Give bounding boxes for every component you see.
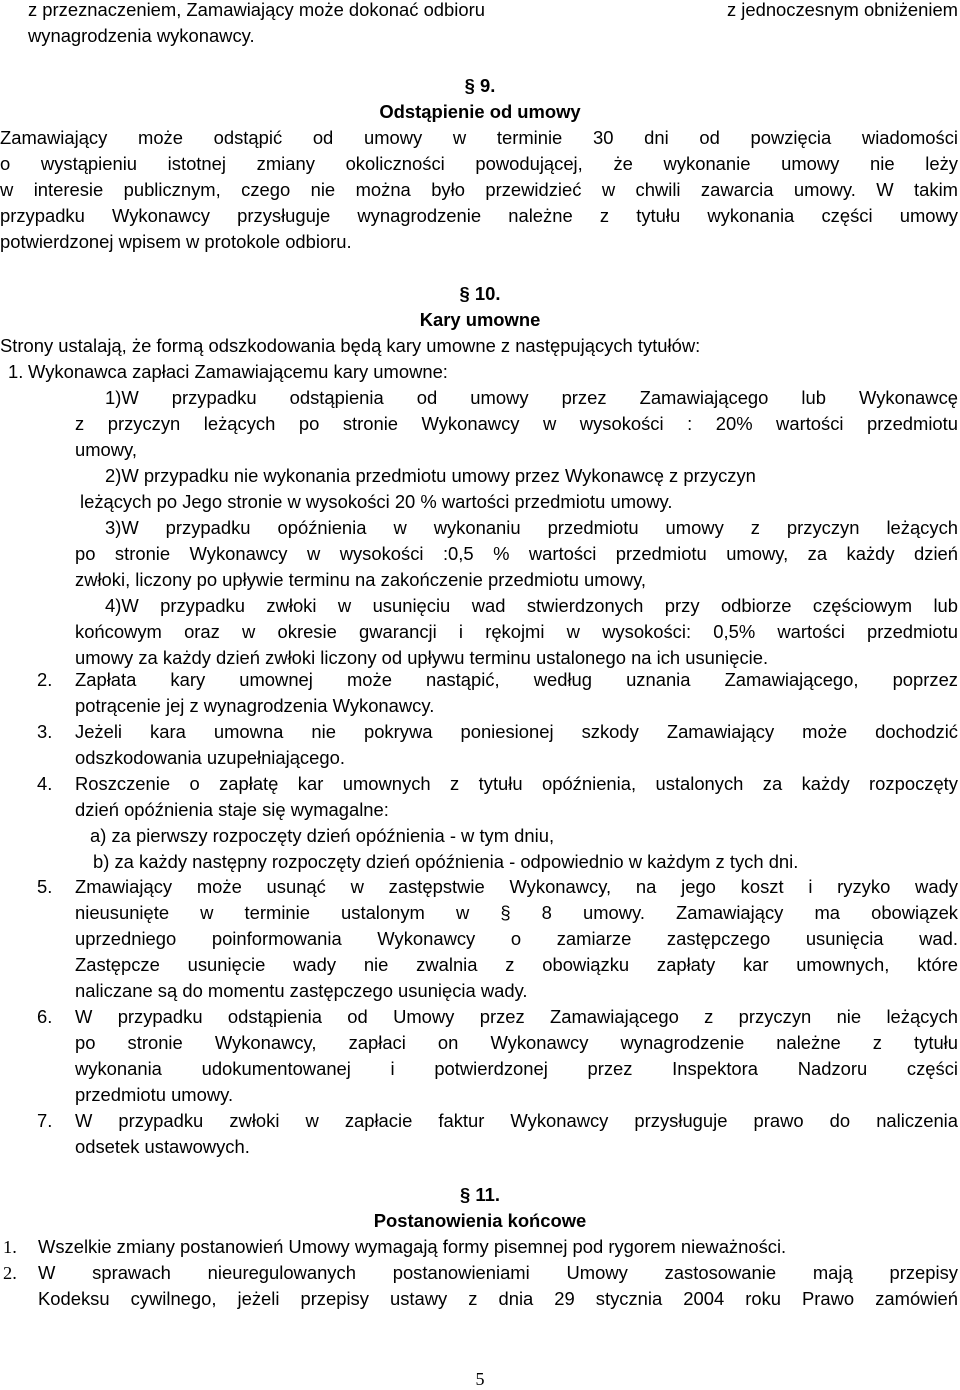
section-9-title: Odstąpienie od umowy [379,101,581,122]
case-line: końcowym oraz w okresie gwarancji i rękojmi w wysokości: 0,5% wartości przedmiotu [75,621,958,642]
item-line: W przypadku odstąpienia od Umowy przez Zamawiającego z przyczyn nie leżących [75,1006,958,1027]
item-line: po stronie Wykonawcy, zapłaci on Wykonawcy wynagrodzenie należne z tytułu [75,1032,958,1053]
section-10-intro: Strony ustalają, że formą odszkodowania będą kary umowne z następujących tytułów: [0,335,701,356]
item-line: Jeżeli kara umowna nie pokrywa poniesionej szkody Zamawiający może dochodzić [75,721,958,742]
item-number: 5. [37,876,53,897]
item-number: 1. [3,1237,17,1257]
continuation-line: wynagrodzenia wykonawcy. [28,25,255,46]
item-line: potrącenie jej z wynagrodzenia Wykonawcy. [75,695,435,716]
paragraph-line: w interesie publicznym, czego nie można było przewidzieć w chwili zawarcia umowy. W takim [0,179,958,200]
item-number: 3. [37,721,53,742]
item-line: W sprawach nieuregulowanych postanowieniami Umowy zastosowanie mają przepisy [38,1262,958,1283]
item-line: naliczane są do momentu zastępczego usunięcia wady. [75,980,528,1001]
case-line: umowy, [75,439,137,460]
item-number: 2. [37,669,53,690]
continuation-line-left: z przeznaczeniem, Zamawiający może dokonać odbioru [28,0,485,20]
item-line: W przypadku zwłoki w zapłacie faktur Wykonawcy przysługuje prawo do naliczenia [75,1110,958,1131]
item-lead: Wykonawca zapłaci Zamawiającemu kary umowne: [28,361,448,382]
case-line: umowy za każdy dzień zwłoki liczony od upływu terminu ustalonego na ich usunięcie. [75,647,769,668]
item-line: Wszelkie zmiany postanowień Umowy wymagają formy pisemnej pod rygorem nieważności. [38,1236,787,1257]
item-line: Zastępcze usunięcie wady nie zwalnia z obowiązku zapłaty kar umownych, które [75,954,958,975]
item-number: 6. [37,1006,53,1027]
penalty-case-1 [75,385,958,463]
section-10-number: § 10. [459,283,501,304]
section-10 [0,281,960,359]
case-line: z przyczyn leżących po stronie Wykonawcy w wysokości : 20% wartości przedmiotu [75,413,958,434]
item-line: Roszczenie o zapłatę kar umownych z tytułu opóźnienia, ustalonych za każdy rozpoczęty [75,773,958,794]
item-line: dzień opóźnienia staje się wymagalne: [75,799,389,820]
case-line: 1)W przypadku odstąpienia od umowy przez Zamawiającego lub Wykonawcę [105,387,958,408]
case-line: 4)W przypadku zwłoki w usunięciu wad stwierdzonych przy odbiorze częściowym lub [105,595,958,616]
item-number: 1. [8,361,24,382]
case-line: po stronie Wykonawcy w wysokości :0,5 % wartości przedmiotu umowy, za każdy dzień [75,543,958,564]
item-line: wykonania udokumentowanej i potwierdzonej przez Inspektora Nadzoru części [75,1058,958,1079]
section-11-title: Postanowienia końcowe [373,1210,587,1231]
continuation-paragraph [28,0,958,49]
case-line: 2)W przypadku nie wykonania przedmiotu umowy przez Wykonawcę z przyczyn [105,465,756,486]
section-11-number: § 11. [460,1184,500,1205]
item-line: Kodeksu cywilnego, jeżeli przepisy ustawy z dnia 29 stycznia 2004 roku Prawo zamówień [38,1288,958,1309]
item-line: odszkodowania uzupełniającego. [75,747,345,768]
penalty-case-2 [75,463,958,515]
item-number: 4. [37,773,53,794]
item-number: 2. [3,1263,17,1283]
paragraph-line: o wystąpieniu istotnej zmiany okoliczności powodującej, że wykonanie umowy nie leży [0,153,958,174]
item-subpoint-b: b) za każdy następny rozpoczęty dzień opóźnienia - odpowiednio w każdym z tych dni. [93,851,799,872]
penalty-case-3 [75,515,958,593]
item-line: przedmiotu umowy. [75,1084,234,1105]
item-number: 7. [37,1110,53,1131]
item-line: Zapłata kary umownej może nastąpić, według uznania Zamawiającego, poprzez [75,669,958,690]
page-number: 5 [475,1369,485,1389]
section-9 [0,73,960,255]
item-subpoint-a: a) za pierwszy rozpoczęty dzień opóźnienia - w tym dniu, [90,825,555,846]
item-line: nieusunięte w terminie ustalonym w § 8 umowy. Zamawiający ma obowiązek [75,902,958,923]
continuation-line-right: z jednoczesnym obniżeniem [726,0,958,20]
item-line: uprzedniego poinformowania Wykonawcy o zamiarze zastępczego usunięcia wad. [75,928,958,949]
item-line: Zmawiający może usunąć w zastępstwie Wykonawcy, na jego koszt i ryzyko wady [75,876,958,897]
case-line: 3)W przypadku opóźnienia w wykonaniu przedmiotu umowy z przyczyn leżących [105,517,958,538]
paragraph-line: przypadku Wykonawcy przysługuje wynagrodzenie należne z tytułu wykonania części umowy [0,205,958,226]
section-10-title: Kary umowne [419,309,541,330]
paragraph-line: Zamawiający może odstąpić od umowy w terminie 30 dni od powzięcia wiadomości [0,127,958,148]
section-11 [0,1182,960,1234]
section-9-number: § 9. [464,75,496,96]
item-line: odsetek ustawowych. [75,1136,250,1157]
case-line: zwłoki, liczony po upływie terminu na zakończenie przedmiotu umowy, [75,569,647,590]
case-line: leżących po Jego stronie w wysokości 20 % wartości przedmiotu umowy. [80,491,673,512]
section-9-paragraph [0,125,960,255]
paragraph-line: potwierdzonej wpisem w protokole odbioru. [0,231,352,252]
penalty-case-4 [75,593,958,671]
